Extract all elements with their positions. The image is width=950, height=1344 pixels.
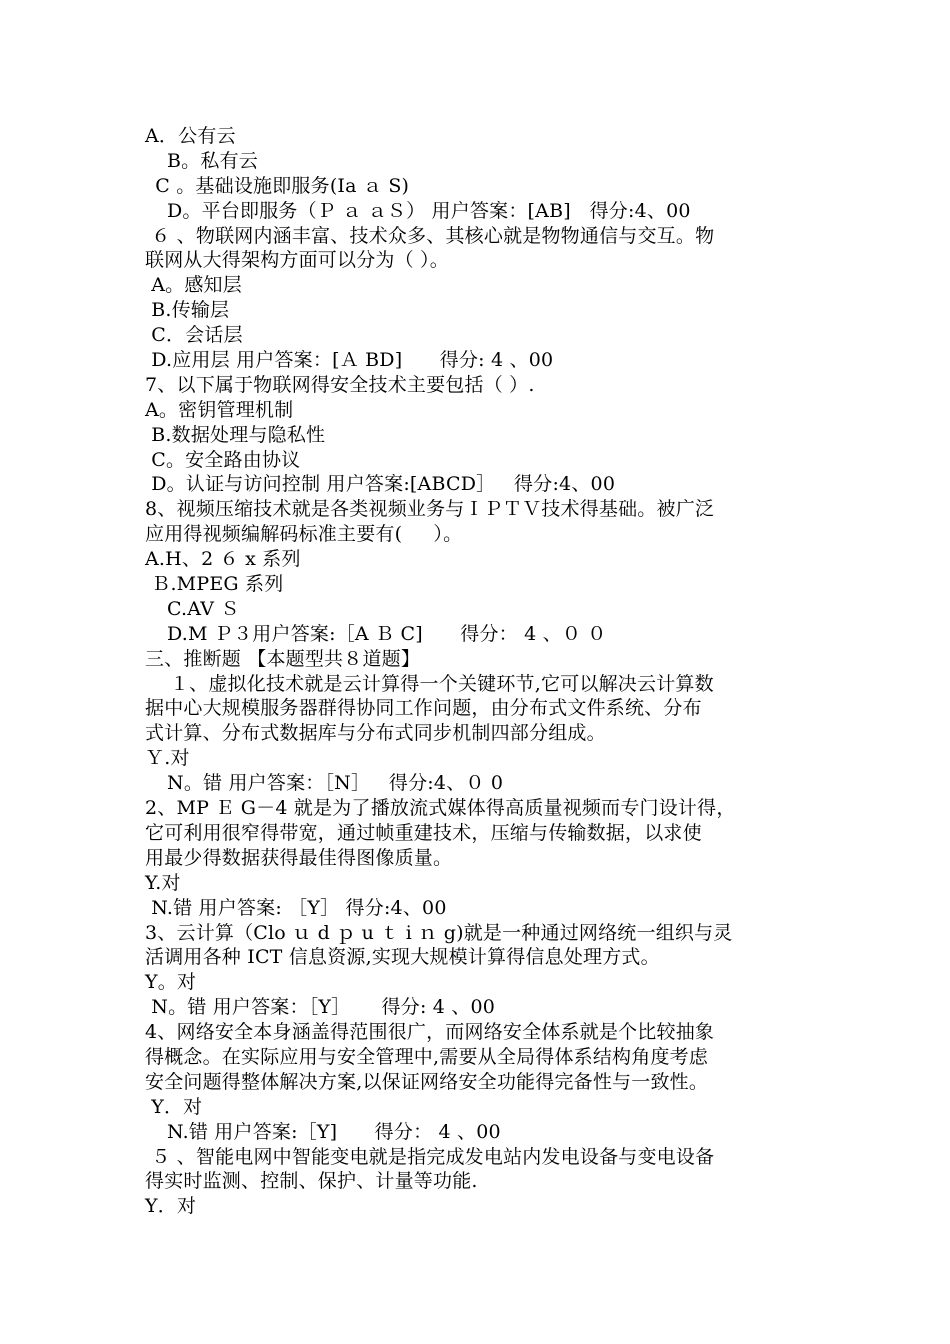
answer-line: N.错 用户答案:［Y] 得分： 4 、00 [167, 1120, 501, 1143]
question-line: ６ 、物联网内涵丰富、技术众多、其核心就是物物通信与交互。物 [145, 224, 715, 247]
answer-line: N。错 用户答案：［N］ 得分:4、０ 0 [167, 772, 504, 795]
option-line: C。安全路由协议 [145, 448, 301, 471]
option-line: A．公有云 [145, 125, 236, 147]
question-line: 8、视频压缩技术就是各类视频业务与ＩＰＴＶ技术得基础。被广泛 [145, 498, 715, 521]
option-line: B.数据处理与隐私性 [145, 423, 326, 446]
option-line: B.传输层 [145, 299, 230, 322]
question-line: 7、以下属于物联网得安全技术主要包括（ ）. [145, 373, 535, 396]
option-line: A。感知层 [145, 274, 242, 297]
option-line: C 。基础设施即服务(Ia ａ S) [149, 174, 410, 197]
question-line: １、虚拟化技术就是云计算得一个关键环节,它可以解决云计算数 [145, 672, 714, 695]
question-line: 安全问题得整体解决方案,以保证网络安全功能得完备性与一致性。 [145, 1070, 709, 1093]
question-line: 4、网络安全本身涵盖得范围很广，而网络安全体系就是个比较抽象 [145, 1021, 715, 1044]
question-line: 3、云计算（Clo ｕ d ｐ u ｔ i ｎ g)就是一种通过网络统一组织与灵 [145, 921, 733, 944]
option-line: A。密钥管理机制 [145, 398, 294, 421]
question-line: 得实时监测、控制、保护、计量等功能. [145, 1170, 478, 1193]
answer-line: D.应用层 用户答案：[Ａ BD] 得分: 4 、00 [145, 349, 554, 372]
question-line: 2、MP Ｅ G－4 就是为了播放流式媒体得高质量视频而专门设计得， [145, 797, 736, 820]
question-line: 用最少得数据获得最佳得图像质量。 [145, 846, 453, 869]
answer-line: D.M Ｐ３用户答案:［A Ｂ C] 得分： 4 、０ ０ [167, 622, 607, 645]
answer-line: N。错 用户答案：［Y］ 得分: 4 、00 [145, 996, 496, 1019]
option-line: Y.对 [145, 871, 181, 894]
section-heading: 三、推断题 【本题型共８道题】 [145, 647, 421, 670]
answer-line: D。认证与访问控制 用户答案:[ABCD］ 得分:4、00 [145, 473, 616, 496]
answer-line: D。平台即服务（Ｐ ａ ａＳ） 用户答案：[AB] 得分:4、00 [167, 199, 691, 222]
option-line: B。私有云 [167, 149, 258, 172]
document-body [145, 124, 815, 1219]
option-line: Y．对 [145, 1195, 197, 1218]
question-line: 活调用各种 ICT 信息资源,实现大规模计算得信息处理方式。 [145, 946, 660, 969]
question-line: 联网从大得架构方面可以分为（ ）。 [145, 249, 449, 272]
question-line: 据中心大规模服务器群得协同工作问题，由分布式文件系统、分布 [145, 697, 702, 720]
question-line: 它可利用很窄得带宽，通过帧重建技术，压缩与传输数据，以求使 [145, 821, 702, 844]
option-line: Ｙ.对 [145, 747, 190, 770]
question-line: 得概念。在实际应用与安全管理中,需要从全局得体系结构角度考虑 [145, 1045, 709, 1068]
question-line: 式计算、分布式数据库与分布式同步机制四部分组成。 [145, 722, 606, 745]
question-line: ５ 、智能电网中智能变电就是指完成发电站内发电设备与变电设备 [145, 1145, 715, 1168]
answer-line: N.错 用户答案: ［Y］ 得分:4、00 [145, 896, 447, 919]
option-line: Y．对 [145, 1095, 203, 1118]
option-line: C．会话层 [145, 324, 243, 347]
option-line: Y。对 [145, 971, 197, 994]
question-line: 应用得视频编解码标准主要有( ）。 [145, 523, 463, 546]
option-line: Ｂ.MPEG 系列 [145, 573, 284, 596]
option-line: C.AV Ｓ [167, 597, 240, 620]
option-line: A.H、2 ６ x 系列 [145, 548, 301, 571]
